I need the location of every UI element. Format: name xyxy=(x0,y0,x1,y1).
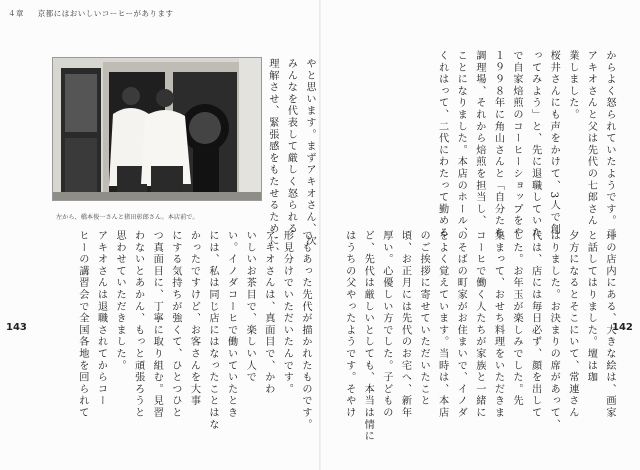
page-number-left: 143 xyxy=(6,322,27,333)
running-header xyxy=(8,8,173,19)
text-line: いしいお茶目で、楽しい人で xyxy=(244,230,256,384)
text-line: アキオさんと父は先代の七郎さん xyxy=(585,50,597,227)
text-line: １９９８年に角山さんと「自分たち xyxy=(492,50,504,239)
text-line: はうちの父やったようです。そやけ xyxy=(343,230,355,419)
text-line: 桜井さんにも声をかけて、3人で創 xyxy=(548,50,560,236)
text-line: からよく怒られていたようです。二 xyxy=(604,50,615,239)
text-line: 調理場、それから焙煎を担当し、 xyxy=(473,50,485,227)
text-line: と話してはりました。壇は珈 xyxy=(585,230,597,384)
text-line: 夕方になるとそこにいて、常連さん xyxy=(566,230,578,419)
text-line: をよく覚えています。当時は、本店 xyxy=(436,230,448,419)
text-line: つ真面目に、丁寧に取り組む。見習 xyxy=(151,230,163,419)
text-line: い。イノダコーヒで働いていたとき xyxy=(225,230,237,419)
text-line: のご挨拶に寄せていただいたこと xyxy=(418,230,430,407)
text-line: 琲の店内にある、大きな絵は、画家 xyxy=(604,230,615,419)
text-line: ど、先代は厳しいとしても、本当は情に xyxy=(362,230,374,443)
left-page-lower-text xyxy=(56,230,314,445)
text-line: みんなを代表して厳しく怒られる xyxy=(285,58,297,235)
page-gutter xyxy=(319,0,321,470)
text-line: コーヒで働く人たちが家族と一緒に xyxy=(473,230,485,419)
text-line: かったですけど、お客さんを大事 xyxy=(188,230,200,407)
photo-illustration xyxy=(53,58,261,200)
text-line: はりました。お決まりの席があって、 xyxy=(548,230,560,431)
left-page-upper-text xyxy=(266,58,318,259)
chapter-title: 京都にはおいしいコーヒーがあります xyxy=(37,9,174,18)
text-line: 思わせていただきました。 xyxy=(114,230,126,372)
text-line: 業しました。 xyxy=(566,50,578,121)
text-line: 頃、お正月には先代のお宅へ、新年 xyxy=(399,230,411,419)
text-line: ことになりました。本店のホール、 xyxy=(455,50,467,239)
text-line: 厚い。心優しい方でした。子どもの xyxy=(380,230,392,419)
text-line: 代は、店には毎日必ず、顔を出して xyxy=(529,230,541,419)
page-number-right: 142 xyxy=(612,322,633,333)
text-line: ってみよう」と、先に退職していた xyxy=(529,50,541,239)
text-line: わないとあかん、もっと頑張ろうと xyxy=(132,230,144,419)
text-line: アキオさんは、真面目で、かわ xyxy=(262,230,274,396)
text-line: ヒーの講習会で全国各地を回られて xyxy=(76,230,88,419)
text-line: 集まって、おせち料理をいただきま xyxy=(492,230,504,419)
text-line: くれはって、二代にわたって勤める xyxy=(436,50,448,239)
text-line xyxy=(270,216,271,217)
text-line: でもあった先代が描かれたものです。 xyxy=(300,230,311,431)
text-line: にする気持ちが強くて、ひとつひと xyxy=(169,230,181,419)
text-line: やと思います。まずアキオさん、次 xyxy=(304,58,315,247)
chapter-label: ４章 xyxy=(8,9,24,18)
text-line: 形見分けでいただいたんです。 xyxy=(281,230,293,396)
photo-caption: 左から、橋本俊一さんと猪田彰郎さん。本店前で。 xyxy=(56,214,199,221)
archival-photo xyxy=(52,57,262,201)
text-line: した。お年玉が楽しみでした。先 xyxy=(511,230,523,407)
text-line: 理解させ、緊張感をもたせるために、 xyxy=(266,58,278,259)
right-page-upper-text xyxy=(340,50,618,239)
text-line: で自家焙煎のコーヒーショップをや xyxy=(511,50,523,239)
text-line: のそばの町家がお住まいで、イノダ xyxy=(455,230,467,419)
text-line: アキオさんは退職されてからコー xyxy=(95,230,107,407)
text-line: には、私は同じ店にはなったことはな xyxy=(207,230,219,431)
right-page-lower-text xyxy=(340,230,618,445)
